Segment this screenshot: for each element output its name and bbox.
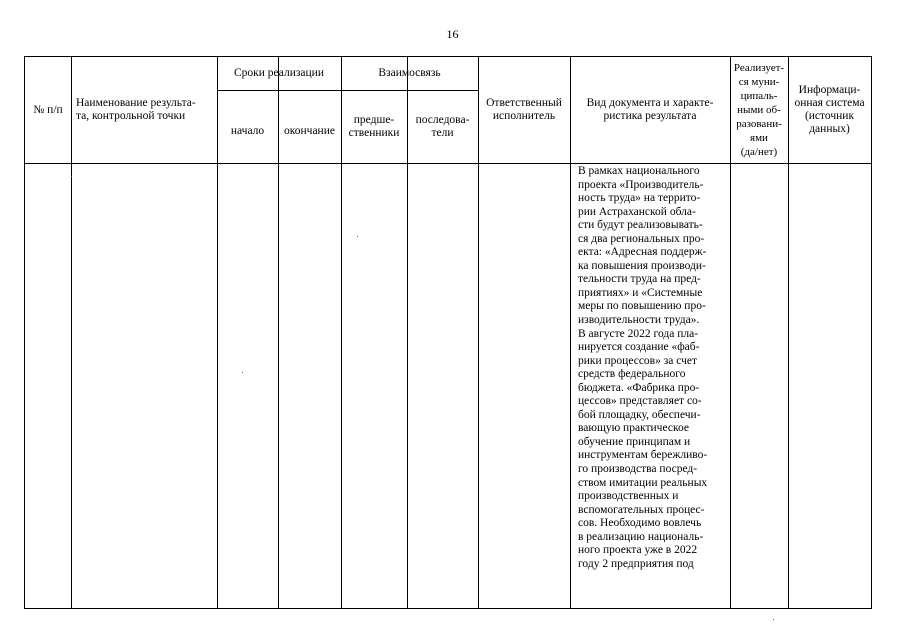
scan-speck (71, 176, 72, 177)
header-municipal: Реализует- ся муни- ципаль- ными об- разовани- ями (да/нет) (733, 62, 785, 158)
header-relation-group: Взаимосвязь (378, 67, 441, 79)
header-doc-type: Вид документа и характе- ристика результата (586, 97, 714, 122)
header-num: № п/п (33, 103, 63, 116)
header-info-system: Информаци- онная система (источник данных) (794, 84, 865, 135)
header-start: начало (230, 125, 265, 137)
doc-description: В рамках национального проекта «Производитель- ность труда» на террито- рии Астраханской обла- сти будут реализовывать- ся два региональных про- екта: «Адресная поддерж- ка повышения производи- тельности труда на пред- приятиях» и «Системные меры по повышению про- изводительности труда». В августе 2022 года пла- нируется создание «фаб- рики процессов» за счет средств федерального бюджета. «Фабрика про- цессов» представляет со- бой площадку, обеспечи- вающую практическое обучение принципам и инструментам бережливо- го производства посред- ством имитации реальных производственных и вспомогательных процес- сов. Необходимо вовлечь в реализацию националь- ного проекта уже в 2022 году 2 предприятия под (578, 165, 708, 570)
scan-speck (773, 619, 774, 620)
header-end: окончание (284, 125, 335, 137)
scan-speck (242, 372, 243, 373)
header-successors: последова- тели (415, 113, 470, 139)
scan-speck (357, 236, 358, 237)
header-predecessors: предше- ственники (348, 113, 400, 139)
page-number: 16 (446, 27, 459, 41)
header-result-name: Наименование результа- та, контрольной точки (76, 97, 196, 122)
header-responsible: Ответственный исполнитель (486, 97, 562, 122)
results-table (24, 56, 872, 609)
header-terms-group: Сроки реализации (234, 67, 324, 79)
